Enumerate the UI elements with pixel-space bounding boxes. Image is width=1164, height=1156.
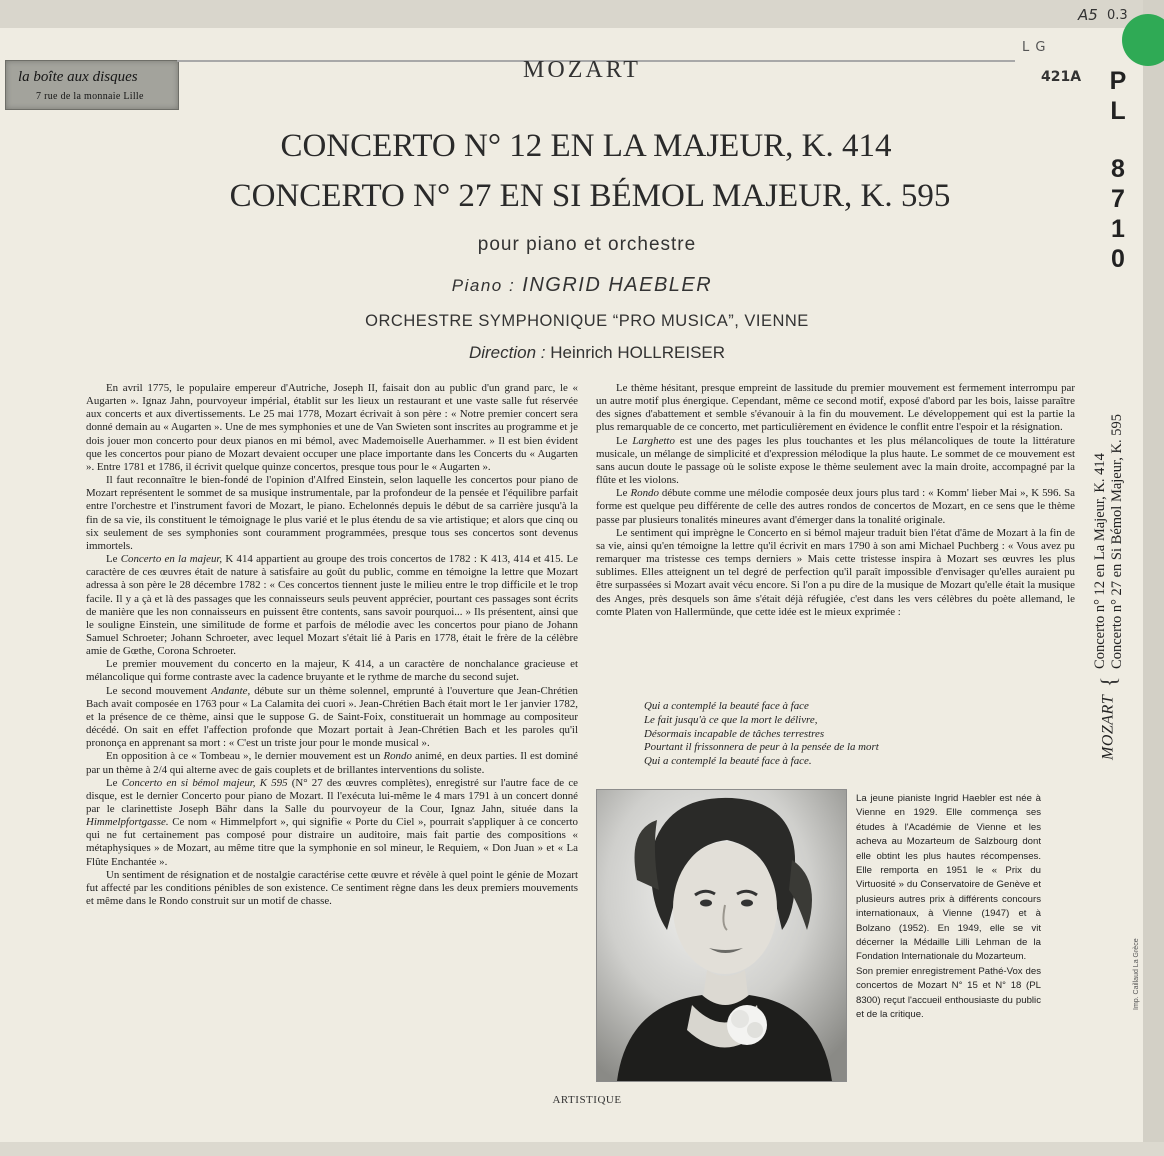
bottom-edge-band [0, 1142, 1164, 1156]
stamp-code: L G [1022, 40, 1047, 55]
pianist-biography [856, 792, 1041, 1023]
poem-line: Qui a contemplé la beauté face à face [644, 700, 809, 712]
liner-notes-right-column [596, 382, 1075, 619]
left-paragraph-8: Un sentiment de résignation et de nostalgie caractérise cette œuvre et révèle à quel point le génie de Mozart fut affecté par les conditions pénibles de son existence. Ce sentiment règne dans les deux premiers mouvements et même dans le Rondo construit sur un motif de chasse. [86, 868, 578, 908]
right-paragraph-2: Le Larghetto est une des pages les plus touchantes et les plus mélancoliques de toute la littérature musicale, un mélange de simplicité et d'expression mélodique la plus haute. Le sommet de ce mouvement est sans aucun doute le passage où le soliste expose le thème seulement avec la main droite, accompagné par la flûte et les violons. [596, 434, 1075, 487]
spine-composer: MOZART [1099, 694, 1117, 760]
piano-label: Piano : [451, 276, 516, 295]
title-concerto-12: CONCERTO N° 12 EN LA MAJEUR, K. 414 [280, 128, 892, 164]
bio-paragraph-1: La jeune pianiste Ingrid Haebler est née à Vienne en 1929. Elle commença ses études à l'Académie de Vienne et les acheva au Mozarteum de Salzbourg dont elle obtint les plus hautes récompenses. Elle remporta en 1951 le « Prix du Virtuosité » du Conservatoire de Genève et plusieurs autres prix à différents concours internationaux, à Vienne (1947) et à Bolzano (1952). En 1949, elle se vit décerner la Médaille Lilli Lehman de la Fondation Internationale du Mozarteum. [856, 793, 1041, 963]
top-shadow-band [0, 0, 1164, 28]
label-footer: ARTISTIQUE [552, 1094, 622, 1106]
bio-paragraph-2: Son premier enregistrement Pathé-Vox des concertos de Mozart N° 15 et N° 18 (PL 8300) reçut l'accueil enthousiaste du public et de la critique. [856, 965, 1041, 1021]
catalog-number [1098, 66, 1138, 274]
conductor-first-name: Heinrich [550, 343, 613, 362]
orchestra-line: ORCHESTRE SYMPHONIQUE “PRO MUSICA”, VIENNE [365, 312, 809, 330]
left-paragraph-1: En avril 1775, le populaire empereur d'Autriche, Joseph II, faisait don au public d'un grand parc, le « Augarten ». Ignaz Jahn, pourvoyeur impérial, établit sur les lieux un restaurant et une vaste salle fut réservée aux concerts et aux divertissements. Le 25 mai 1778, Mozart écrivait à son père : « Notre premier concert sera donné demain au « Augarten ». Une de mes symphonies et une de Van Swieten sont inscrites au programme et je dois jouer mon concerto pour deux pianos en mi bémol, avec Mademoiselle Auerhammer. » Il est bien évident que les concertos pour piano de Mozart devaient occuper une place importante dans les Concerts du « Augarten ». Entre 1781 et 1786, il écrivit quelque quinze concertos, presque tous pour le « Augarten ». [86, 382, 578, 473]
left-paragraph-6: En opposition à ce « Tombeau », le dernier mouvement est un Rondo animé, en deux parties. Il est dominé par un thème à 2/4 qui alterne avec de gais couplets et de brillantes interventions du soliste. [86, 750, 578, 776]
right-paragraph-3: Le Rondo débute comme une mélodie composée deux jours plus tard : « Komm' lieber Mai », K 596. Sa forme est quelque peu différente de celle des autres rondos de concertos de Mozart, en ce sens que le thème passe par plusieurs tonalités mineures avant d'émerger dans la tonalité originale. [596, 487, 1075, 526]
catalog-digit: 1 [1111, 215, 1125, 243]
pianist-name: INGRID HAEBLER [522, 274, 713, 296]
poem-line: Qui a contemplé la beauté face à face. [644, 755, 812, 768]
catalog-letter: L [1110, 97, 1126, 125]
direction-label: Direction : [468, 343, 546, 362]
right-edge-band [1143, 0, 1164, 1156]
right-paragraph-1: Le thème hésitant, presque empreint de lassitude du premier mouvement est fermement interrompu par un autre motif plus énergique. Cependant, même ce second motif, exposé d'abord par les bois, laisse paraître des signes d'abattement et semble s'évanouir à la fin du mouvement. Le développement qui est la partie la plus remarquable de ce concerto, met particulièrement en évidence le conflit entre l'espoir et la résignation. [596, 382, 1075, 434]
composer-heading: MOZART [523, 57, 641, 83]
left-paragraph-3: Le Concerto en la majeur, K 414 appartient au groupe des trois concertos de 1782 : K 413, 414 et 415. Le caractère de ces œuvres était de nature à satisfaire au goût du public, comme en témoigne la lettre que Mozart adressa à son père le 28 décembre 1782 : « Ces concertos tiennent juste le milieu entre le trop difficile et le trop facile. Il y a çà et là des passages que les connaisseurs seuls peuvent apprécier, pourtant ces passages sont écrits de manière que les non connaisseurs en puissent être contents, sans savoir pourquoi... » Ils présentent, ainsi que le souligne Einstein, une similitude de forme et parfois de mélodie avec les concertos pour piano de Johann Samuel Schroeter; Johann Schroeter, avec lequel Mozart s'était lié à Paris en 1778, était le frère de la célèbre amie de Gœthe, Corona Schroeter. [86, 553, 579, 658]
stamp-number: 421A [1041, 69, 1082, 85]
left-paragraph-5: Le second mouvement Andante, débute sur un thème solennel, emprunté à l'ouverture que Jean-Chrétien Bach avait composée en 1763 pour « La Calamita dei cuori ». Jean-Chrétien Bach était mort le 1er janvier 1782, et la présence de ce thème, ainsi que le suppose G. de Saint-Foix, constituerait un hommage au compositeur décédé. On sait en effet l'affection profonde que Mozart portait à Jean-Chrétien Bach et les paroles qu'il prononça en apprenant sa mort : « C'est un triste jour pour le monde musical ». [86, 684, 578, 750]
poem-line: Le fait jusqu'à ce que la mort le délivre, [644, 713, 818, 726]
portrait-illustration [597, 790, 846, 1081]
subtitle: pour piano et orchestre [477, 234, 697, 255]
catalog-digit: 7 [1111, 185, 1125, 213]
spine-brace: { [1096, 676, 1121, 688]
poem-line: Désormais incapable de tâches terrestres [644, 727, 825, 740]
left-paragraph-4: Le premier mouvement du concerto en la majeur, K 414, a un caractère de nonchalance gracieuse et mélancolique qui forme contraste avec la cadence bruyante et le rythme de marche du second sujet. [86, 658, 578, 684]
liner-notes-left-column [86, 382, 578, 908]
direction-line [0, 343, 1164, 363]
handwritten-note: 0.3 [1107, 8, 1128, 23]
spine-title-1: Concerto n° 12 en La Majeur, K. 414 [1092, 453, 1108, 669]
pianist-portrait-photo [596, 789, 847, 1082]
catalog-digit: 0 [1111, 245, 1125, 273]
sticker-address: 7 rue de la monnaie Lille [36, 91, 144, 102]
left-paragraph-2: Il faut reconnaître le bien-fondé de l'opinion d'Alfred Einstein, selon laquelle les concertos pour piano de Mozart représentent le sommet de sa musique instrumentale, par la profondeur de la pensée et l'équilibre parfait entre l'orchestre et l'instrument favori de Mozart, le piano. Echelonnés depuis le début de sa carrière jusqu'à la fin de sa vie, ils constituent le témoignage le plus varié et le plus étendu de sa vie artistique; et alors que cinq ou six seulement de ses symphonies sont couramment programmées, presque tous ses concertos sont devenus immortels. [86, 474, 578, 552]
spine-title-2: Concerto n° 27 en Si Bémol Majeur, K. 595 [1109, 414, 1125, 669]
poem-quote [644, 700, 1064, 769]
right-paragraph-4: Le sentiment qui imprègne le Concerto en si bémol majeur traduit bien l'état d'âme de Mozart à la fin de sa vie, ainsi qu'en témoigne la lettre qu'il écrivit en mars 1790 à son ami Michael Puchberg : « Vous avez pu remarquer ma tristesse ces temps derniers » Mais cette tristesse inspira à Mozart ses œuvres les plus sublimes. Elles atteignent un tel degré de perfection qu'il paraît impossible d'envisager qu'elles auraient pu être surpassées si Mozart avait vécu encore. Si l'on a pu dire de la musique de Mozart qu'elle était la musique des Anges, près desquels son âme s'était déjà réfugiée, c'est dans les vers célèbres du poète allemand, le comte Platen von Hallermünde, que cette idée est le mieux exprimée : [596, 526, 1075, 618]
conductor-last-name: HOLLREISER [617, 343, 726, 362]
title-concerto-27: CONCERTO N° 27 EN SI BÉMOL MAJEUR, K. 595 [229, 178, 951, 214]
left-paragraph-7: Le Concerto en si bémol majeur, K 595 (N° 27 des œuvres complètes), enregistré sur l'autre face de ce disque, est le dernier Concerto pour piano de Mozart. Il l'exécuta lui-même le 4 mars 1791 à un concert donné par le clarinettiste Joseph Bähr dans la Salle du pourvoyeur de la Cour, Ignaz Jahn, située dans la Himmelpfortgasse. Ce nom « Himmelpfort », qui signifie « Porte du Ciel », pourrait s'appliquer à ce concerto qui ne fut certainement pas composé pour distraire un auditoire, mais fait partie des compositions « métaphysiques » de Mozart, au même titre que la symphonie en sol mineur, le Requiem, « Don Juan » et « La Flûte Enchantée ». [86, 776, 578, 868]
handwritten-note: A5 [1078, 6, 1098, 24]
catalog-letter: P [1109, 67, 1127, 95]
sticker-shop-name: la boîte aux disques [18, 69, 138, 85]
pianist-line [0, 274, 1164, 297]
printer-credit-text: Imp. Caillaud La Grèce [1133, 938, 1140, 1010]
poem-line: Pourtant il frissonnera de peur à la pensée de la mort [644, 741, 879, 754]
catalog-digit: 8 [1111, 155, 1125, 183]
